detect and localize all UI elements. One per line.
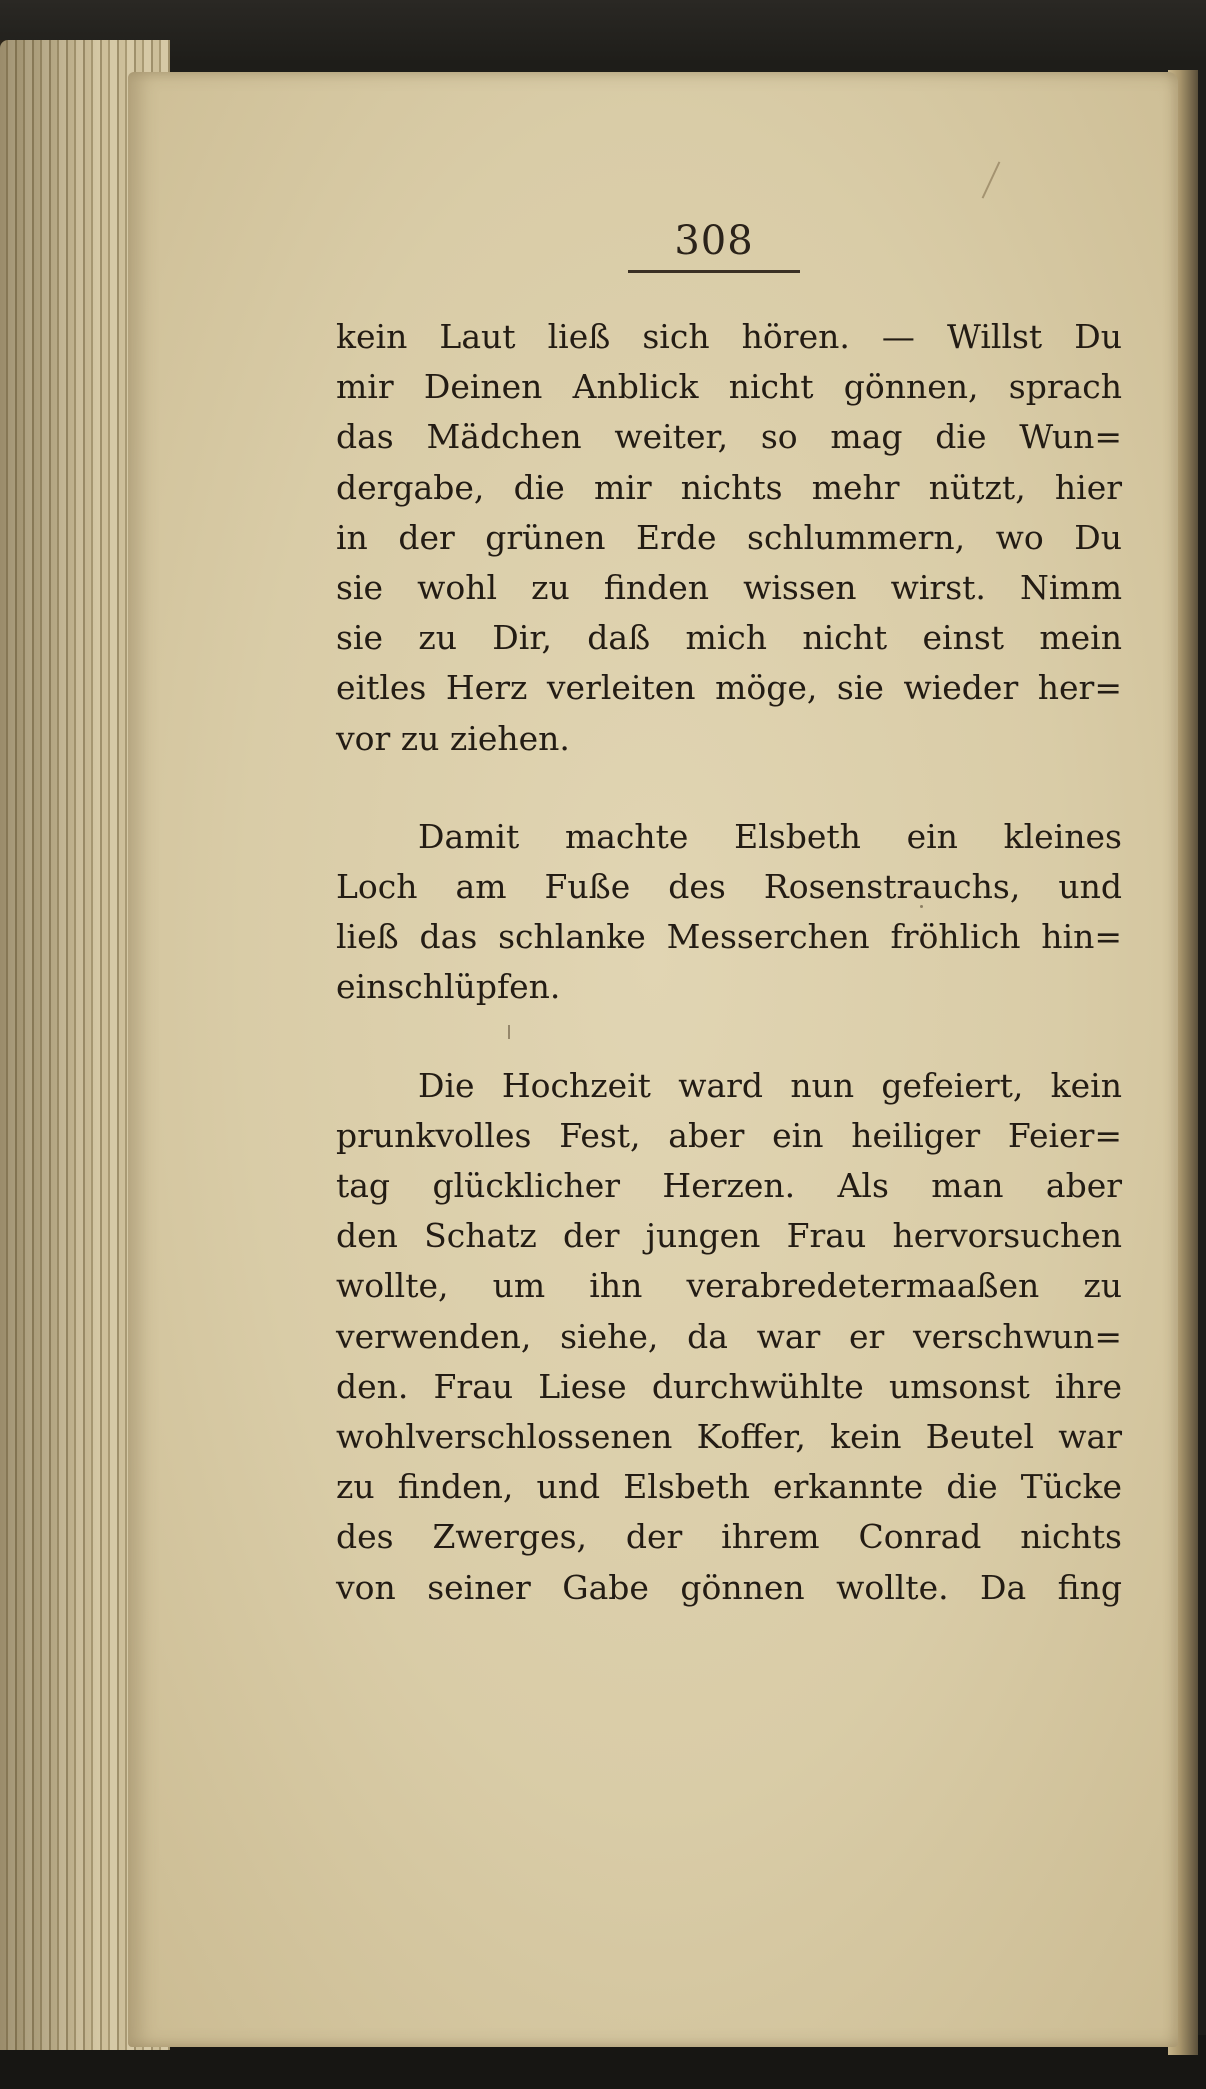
text-line: Damit machte Elsbeth ein kleines [418, 816, 1122, 856]
text-line: ließ das schlanke Messerchen fröhlich hin= [336, 917, 1122, 957]
text-line: sie zu Dir, daß mich nicht einst mein [336, 618, 1122, 658]
text-line: des Zwerges, der ihrem Conrad nichts [336, 1517, 1122, 1557]
paragraph-gap [336, 1013, 1122, 1061]
text-line: den. Frau Liese durchwühlte umsonst ihre [336, 1366, 1122, 1406]
text-line: wohlverschlossenen Koffer, kein Beutel war [336, 1417, 1122, 1457]
text-line: in der grünen Erde schlummern, wo Du [336, 517, 1122, 557]
text-line: den Schatz der jungen Frau hervorsuchen [336, 1216, 1122, 1256]
paragraph-gap [336, 764, 1122, 812]
text-line: von seiner Gabe gönnen wollte. Da fing [336, 1567, 1122, 1607]
text-line: mir Deinen Anblick nicht gönnen, sprach [336, 367, 1122, 407]
text-line: Die Hochzeit ward nun gefeiert, kein [418, 1065, 1122, 1105]
text-line: das Mädchen weiter, so mag die Wun= [336, 417, 1122, 457]
text-line: dergabe, die mir nichts mehr nützt, hier [336, 467, 1122, 507]
text-line: Loch am Fuße des Rosenstrauchs, und [336, 867, 1122, 907]
text-line: sie wohl zu finden wissen wirst. Nimm [336, 568, 1122, 608]
page-number: 308 [674, 218, 754, 264]
page-number-rule [628, 270, 800, 273]
text-line: zu finden, und Elsbeth erkannte die Tücke [336, 1467, 1122, 1507]
text-line: einschlüpfen. [336, 967, 561, 1007]
paragraph-2 [336, 812, 1122, 1013]
text-line: verwenden, siehe, da war er verschwun= [336, 1316, 1122, 1356]
text-line: prunkvolles Fest, aber ein heiliger Feier= [336, 1115, 1122, 1155]
text-line: wollte, um ihn verabredetermaaßen zu [336, 1266, 1122, 1306]
text-line: kein Laut ließ sich hören. — Willst Du [336, 317, 1122, 356]
scan-background-top [0, 0, 1206, 60]
text-line: vor zu ziehen. [336, 718, 570, 758]
paragraph-1 [336, 312, 1122, 764]
text-line: tag glücklicher Herzen. Als man aber [336, 1166, 1122, 1206]
paragraph-3 [336, 1061, 1122, 1613]
body-text [336, 312, 1122, 1613]
text-line: eitles Herz verleiten möge, sie wieder her= [336, 668, 1122, 708]
